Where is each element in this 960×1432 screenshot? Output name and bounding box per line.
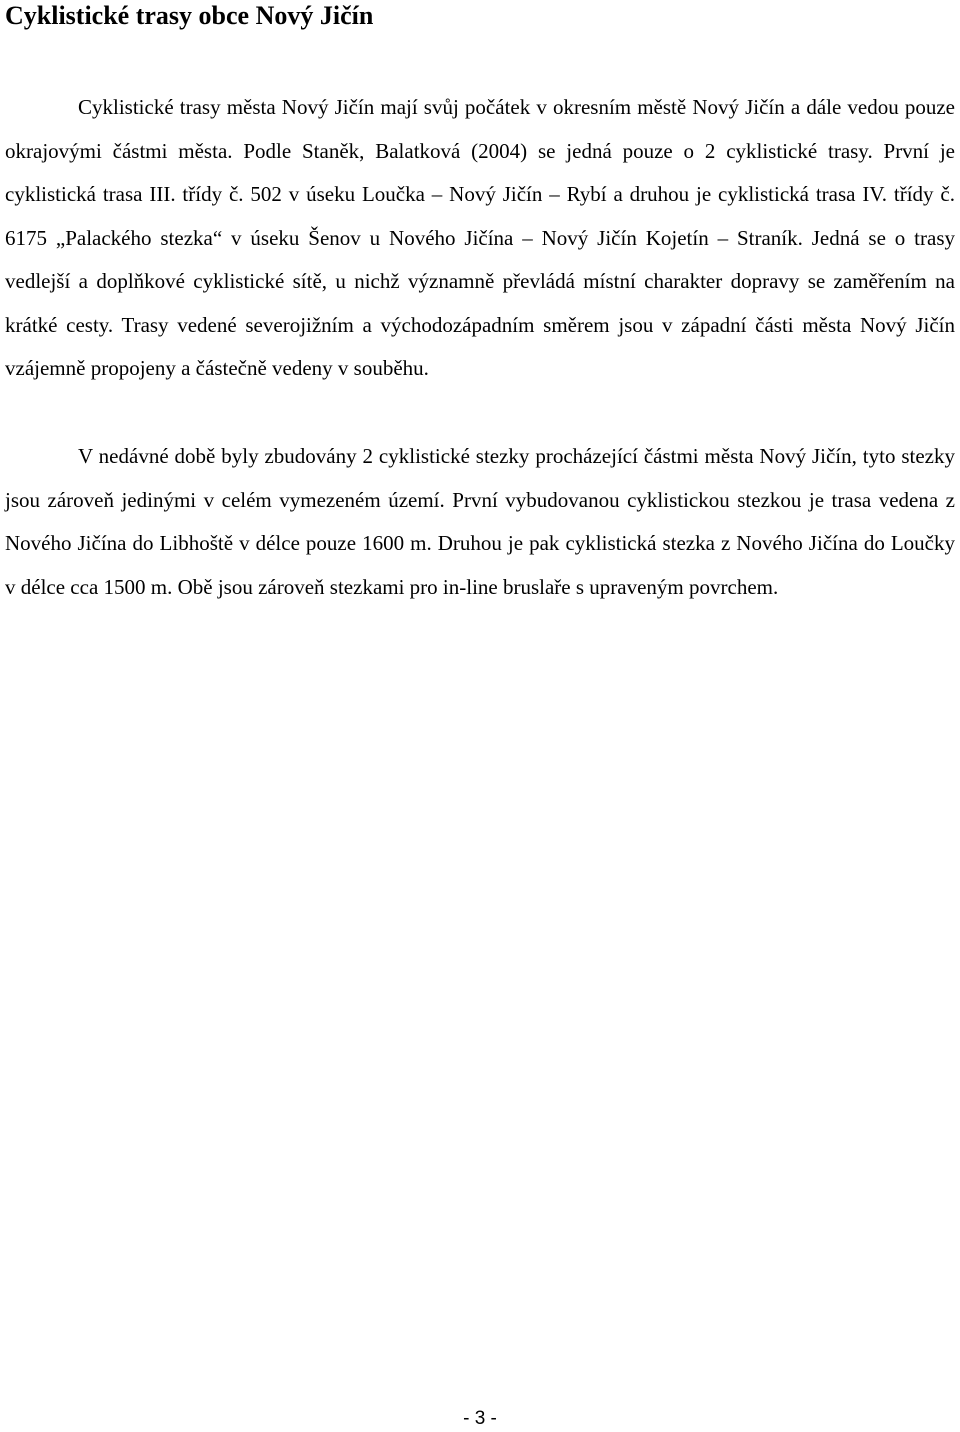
page-title: Cyklistické trasy obce Nový Jičín bbox=[5, 1, 374, 30]
paragraph-cycling-paths: V nedávné době byly zbudovány 2 cyklistické stezky procházející částmi města Nový Jičín, tyto stezky jsou zároveň jedinými v celém vymezeném území. První vybudovanou cyklistickou stezkou je trasa vedena z Nového Jičína do Libhoště v délce pouze 1600 m. Druhou je pak cyklistická stezka z Nového Jičína do Loučky v délce cca 1500 m. Obě jsou zároveň stezkami pro in-line bruslaře s upraveným povrchem. bbox=[5, 444, 955, 599]
paragraph-cycling-routes: Cyklistické trasy města Nový Jičín mají svůj počátek v okresním městě Nový Jičín a dále vedou pouze okrajovými částmi města. Podle Staněk, Balatková (2004) se jedná pouze o 2 cyklistické trasy. První je cyklistická trasa III. třídy č. 502 v úseku Loučka – Nový Jičín – Rybí a druhou je cyklistická trasa IV. třídy č. 6175 „Palackého stezka“ v úseku Šenov u Nového Jičína – Nový Jičín Kojetín – Straník. Jedná se o trasy vedlejší a doplňkové cyklistické sítě, u nichž významně převládá místní charakter dopravy se zaměřením na krátké cesty. Trasy vedené severojižním a východozápadním směrem jsou v západní části města Nový Jičín vzájemně propojeny a částečně vedeny v souběhu. bbox=[5, 95, 955, 380]
page-number: - 3 - bbox=[463, 1408, 497, 1429]
